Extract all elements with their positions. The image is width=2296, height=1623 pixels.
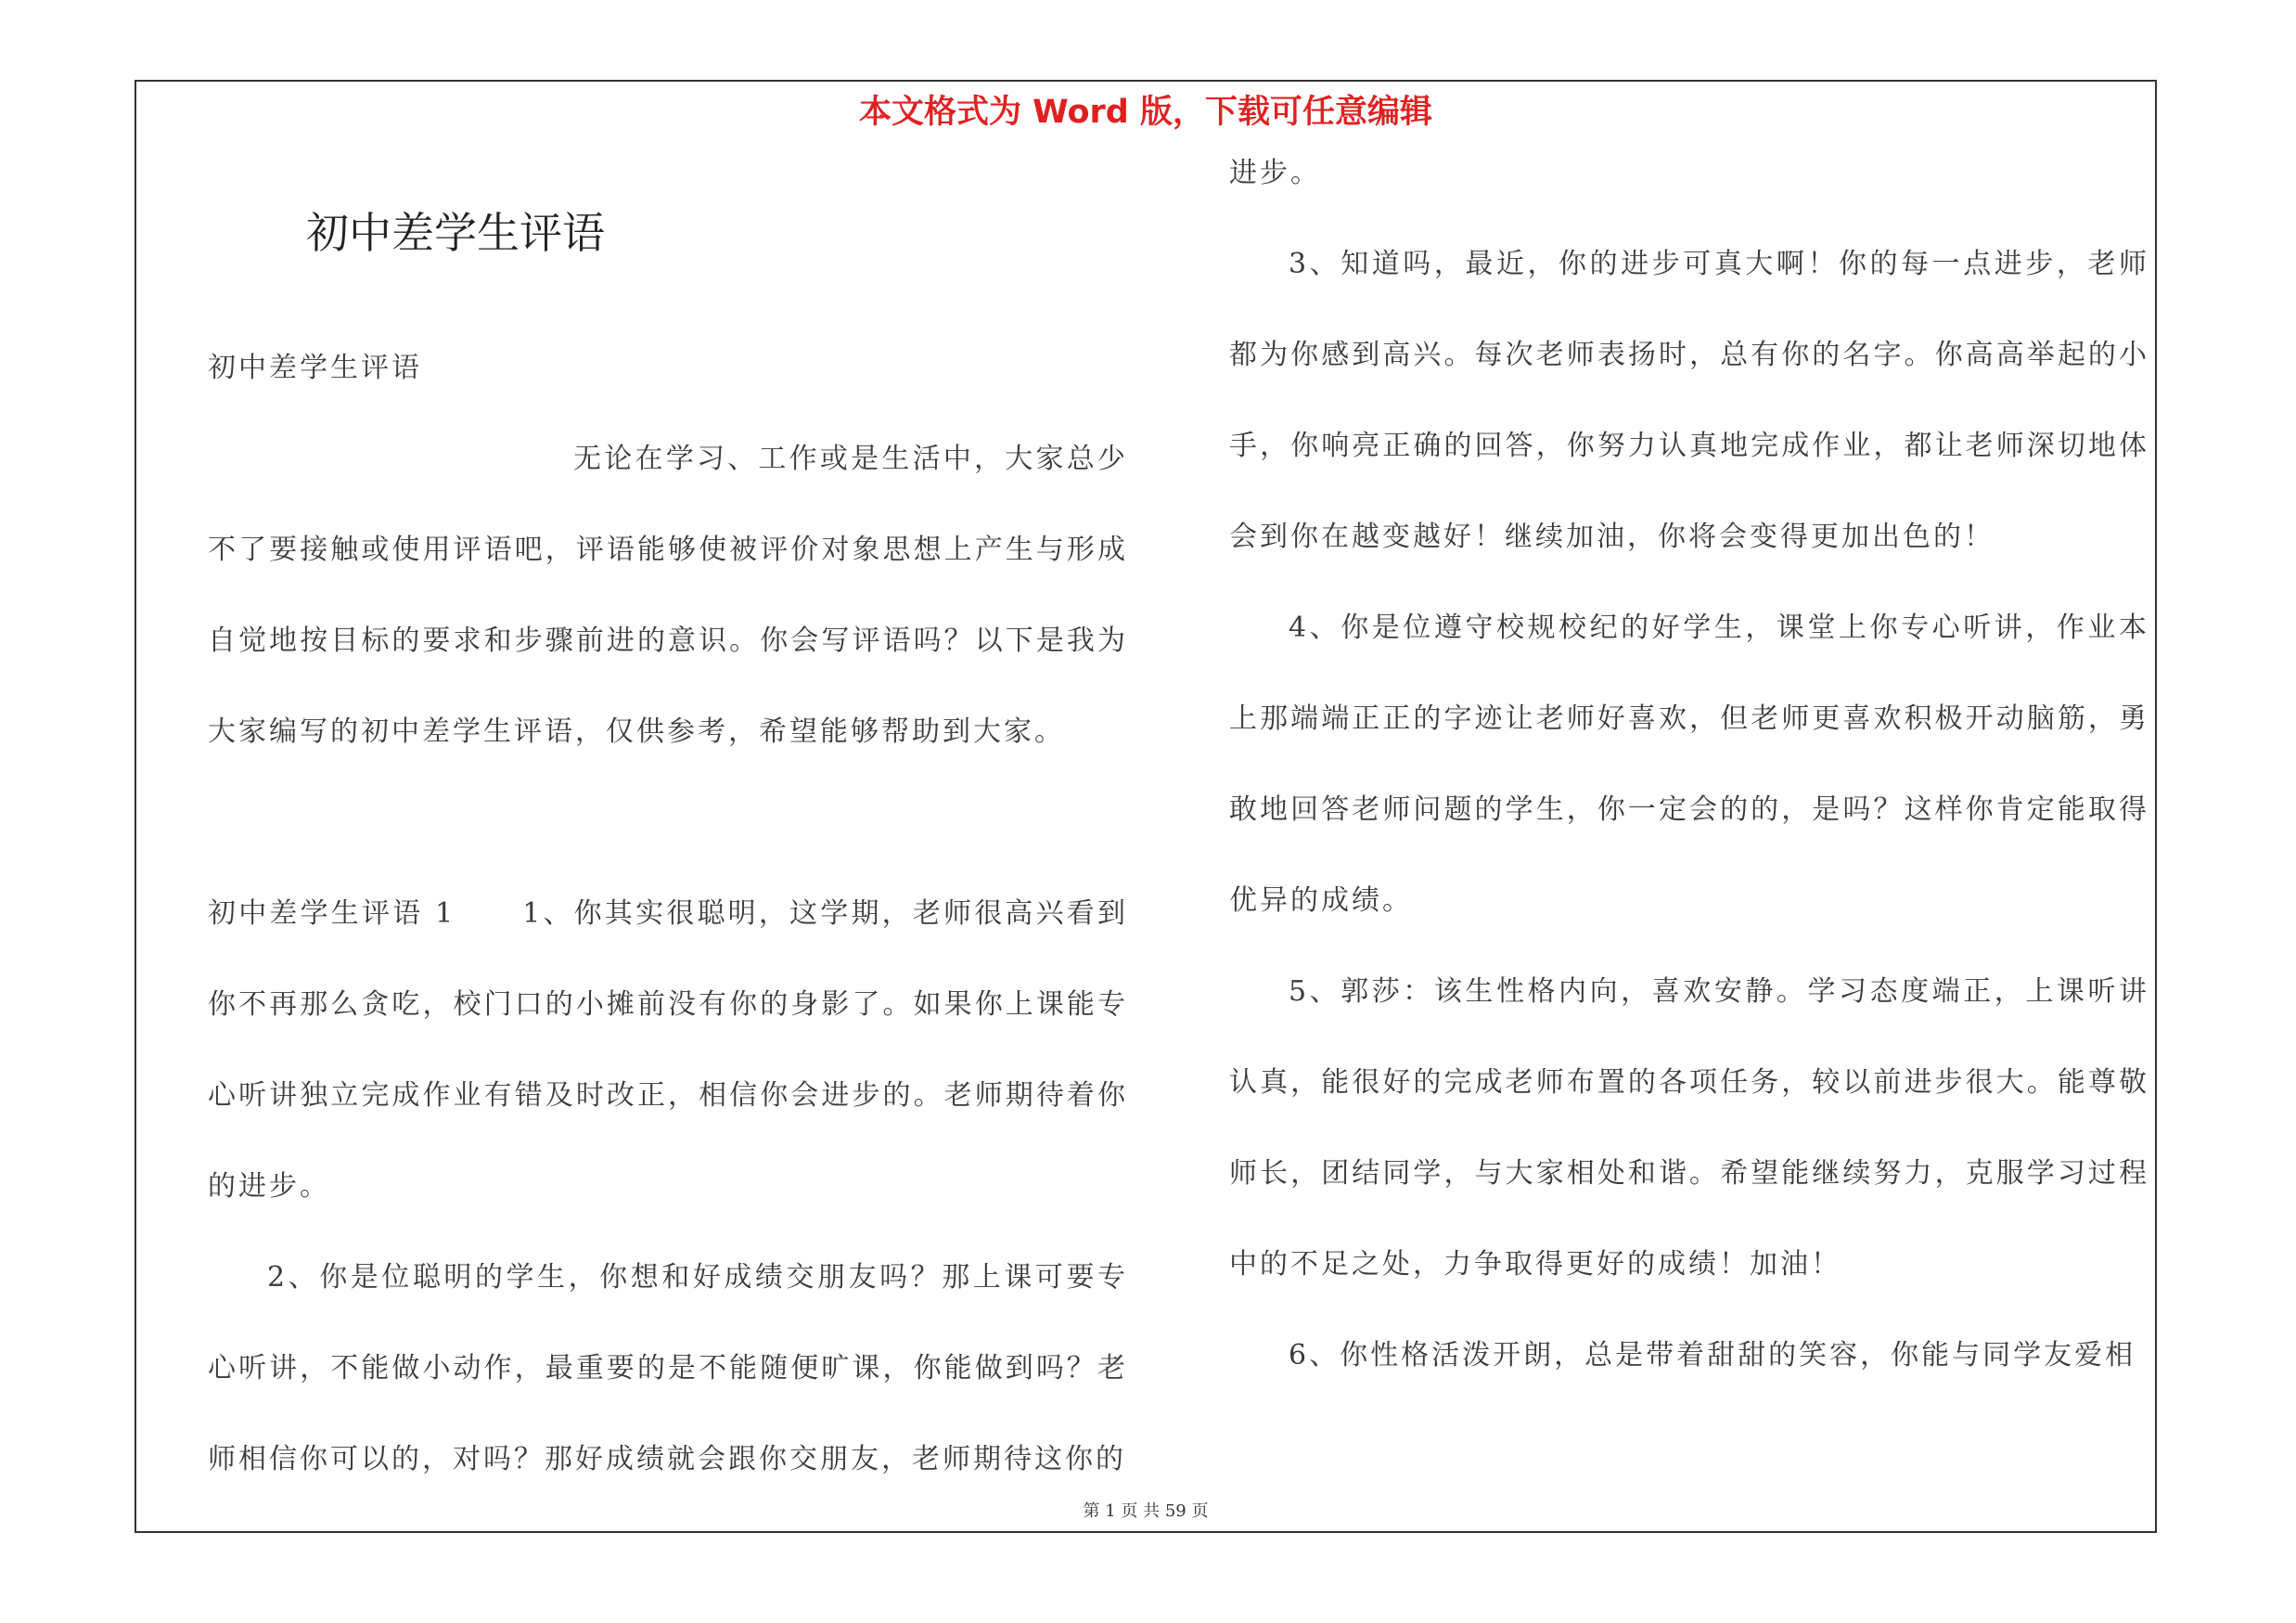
comment-item-1: 1、你其实很聪明，这学期，老师很高兴看到你不再那么贪吃，校门口的小摊前没有你的身影了。如果你上课能专心听讲独立完成作业有错及时改正，相信你会进步的。老师期待着你的进步。	[208, 897, 1129, 1203]
left-column	[208, 323, 1128, 1505]
document-title: 初中差学生评语	[306, 208, 605, 258]
page-frame	[135, 80, 2157, 1533]
word-format-banner: 本文格式为 Word 版，下载可任意编辑	[858, 94, 1433, 131]
continuation-text: 进步。	[1229, 157, 1321, 189]
section-heading: 初中差学生评语 1	[208, 897, 456, 930]
comment-item-3: 3、知道吗，最近，你的进步可真大啊！你的每一点进步，老师都为你感到高兴。每次老师表扬时，总有你的名字。你高高举起的小手，你响亮正确的回答，你努力认真地完成作业，都让老师深切地体会到你在越变越好！继续加油，你将会变得更加出色的！	[1229, 248, 2149, 553]
section-paragraph-1	[208, 869, 1128, 1232]
comment-item-5: 5、郭莎：该生性格内向，喜欢安静。学习态度端正，上课听讲认真，能很好的完成老师布置的各项任务，较以前进步很大。能尊敬师长，团结同学，与大家相处和谐。希望能继续努力，克服学习过程中的不足之处，力争取得更好的成绩！加油！	[1229, 975, 2149, 1281]
comment-item-4: 4、你是位遵守校规校纪的好学生，课堂上你专心听讲，作业本上那端端正正的字迹让老师好喜欢，但老师更喜欢积极开动脑筋，勇敢地回答老师问题的学生，你一定会的的，是吗？这样你肯定能取得优异的成绩。	[1229, 612, 2149, 917]
comment-item-2: 2、你是位聪明的学生，你想和好成绩交朋友吗？那上课可要专心听讲，不能做小动作，最重要的是不能随便旷课，你能做到吗？老师相信你可以的，对吗？那好成绩就会跟你交朋友，老师期待这你的	[208, 1261, 1128, 1475]
right-column	[1229, 128, 2149, 1401]
intro-paragraph: 无论在学习、工作或是生活中，大家总少不了要接触或使用评语吧，评语能够使被评价对象思想上产生与形成自觉地按目标的要求和步骤前进的意识。你会写评语吗？以下是我为大家编写的初中差学生评语，仅供参考，希望能够帮助到大家。	[208, 443, 1128, 748]
blank-line	[208, 778, 1128, 869]
subtitle: 初中差学生评语	[208, 352, 422, 384]
comment-item-6: 6、你性格活泼开朗，总是带着甜甜的笑容，你能与同学友爱相	[1289, 1339, 2136, 1372]
page-footer: 第 1 页 共 59 页	[1083, 1501, 1209, 1521]
